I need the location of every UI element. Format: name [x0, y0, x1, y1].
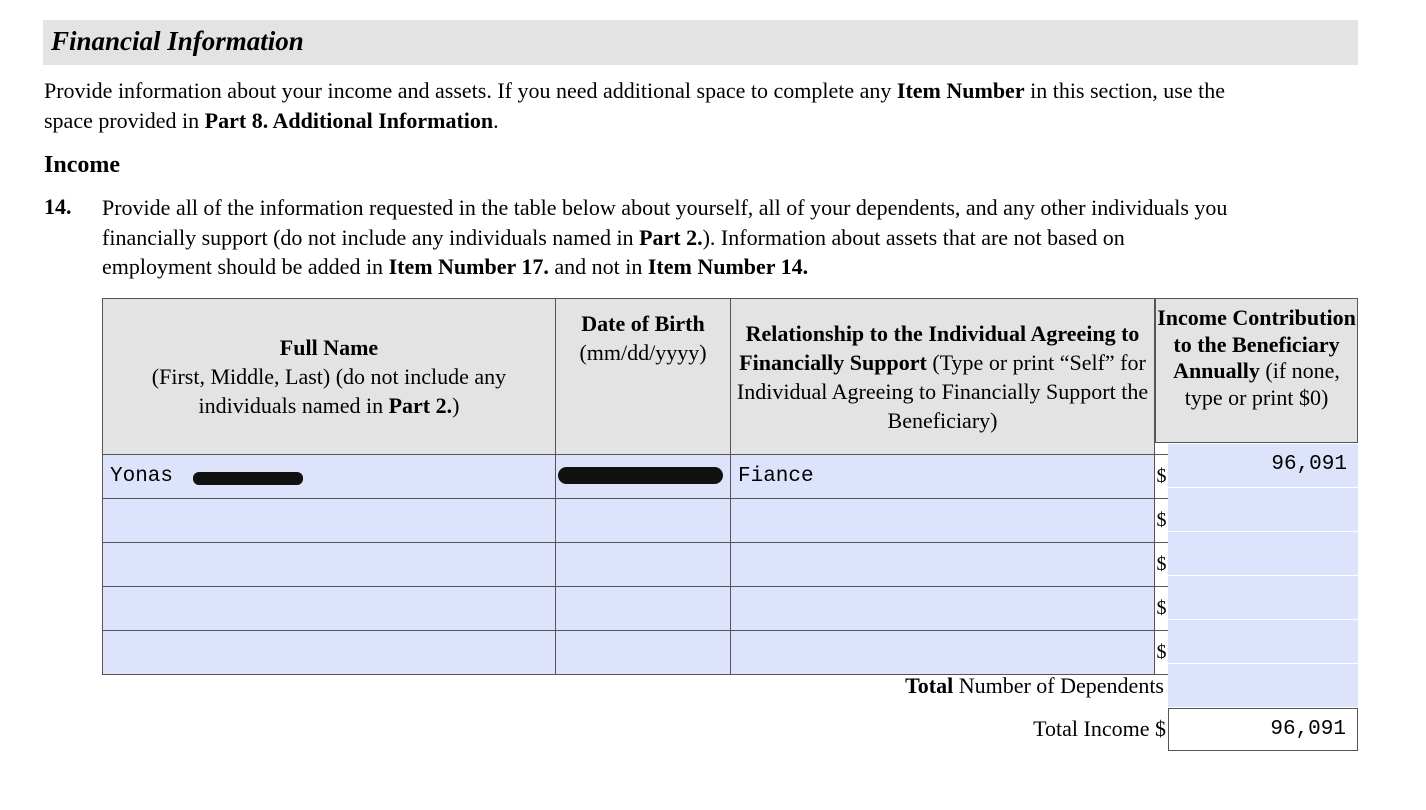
intro-paragraph — [44, 76, 1225, 136]
dob-field[interactable] — [556, 631, 731, 675]
dob-field[interactable] — [556, 587, 731, 631]
total-dependents-label — [905, 673, 1164, 699]
table-header-row — [103, 299, 1169, 455]
intro-text: . — [493, 108, 499, 133]
table-row — [103, 543, 1169, 587]
income-value: 96,091 — [1271, 453, 1347, 476]
relationship-field[interactable] — [731, 543, 1155, 587]
dob-field[interactable] — [556, 543, 731, 587]
item-number: 14. — [44, 194, 72, 219]
section-title: Financial Information — [51, 26, 304, 56]
name-field[interactable] — [103, 543, 556, 587]
dollar-sign: $ — [1155, 543, 1169, 587]
intro-text: in this section, use the — [1024, 78, 1226, 103]
table-row — [103, 455, 1169, 499]
income-field[interactable] — [1168, 620, 1358, 664]
intro-text: Provide information about your income and assets. If you need additional space to complete any — [44, 78, 897, 103]
dob-field[interactable] — [556, 455, 731, 499]
redaction-mark — [558, 467, 723, 484]
table-row — [103, 631, 1169, 675]
relationship-field[interactable] — [731, 631, 1155, 675]
income-table — [102, 298, 1169, 675]
item-14-text: financially support (do not include any individuals named in — [102, 224, 640, 250]
dollar-sign: $ — [1155, 587, 1169, 631]
item-14-bold: Item Number 17. — [388, 254, 549, 279]
header-relationship — [731, 299, 1155, 455]
item-14-text: employment should be added in — [102, 254, 389, 279]
header-full-name — [103, 299, 556, 455]
total-income-value: 96,091 — [1270, 718, 1346, 741]
relationship-value: Fiance — [738, 465, 814, 488]
intro-bold: Part 8. Additional Information — [204, 108, 494, 133]
name-field[interactable] — [103, 455, 556, 499]
name-field[interactable] — [103, 499, 556, 543]
table-row — [103, 499, 1169, 543]
dollar-sign: $ — [1155, 631, 1169, 675]
header-rel-bold: Relationship to the Individual Agreeing to Financially Support — [739, 320, 1140, 375]
header-income-sub: (if none, type or print $0) — [1184, 358, 1340, 410]
header-name-sub: (First, Middle, Last) (do not include any individuals named in — [151, 364, 507, 418]
header-name-end: ) — [452, 393, 460, 418]
total-bold: Total — [905, 673, 954, 698]
name-field[interactable] — [103, 631, 556, 675]
redaction-mark — [193, 472, 303, 485]
header-dob-sub: (mm/dd/yyyy) — [579, 340, 707, 365]
total-income-field[interactable] — [1168, 708, 1358, 751]
section-header — [43, 20, 1358, 65]
header-income-contribution — [1155, 298, 1358, 443]
total-dependents-text: Number of Dependents — [953, 673, 1164, 698]
header-rel-sub: (Type or print “Self” for Individual Agreeing to Financially Support the Beneficiary) — [736, 349, 1149, 433]
item-14-bold: Part 2. — [639, 224, 703, 250]
name-value: Yonas — [110, 465, 174, 488]
item-14-bold: Item Number 14. — [647, 254, 809, 279]
income-field[interactable] — [1168, 444, 1358, 488]
item-14-text: and not in — [548, 254, 648, 279]
header-name-bold: Full Name — [279, 335, 379, 360]
dob-field[interactable] — [556, 499, 731, 543]
relationship-field[interactable] — [731, 455, 1155, 499]
income-field[interactable] — [1168, 576, 1358, 620]
header-name-part: Part 2. — [388, 393, 453, 418]
intro-text: space provided in — [44, 108, 205, 133]
header-dob-bold: Date of Birth — [581, 311, 705, 336]
item-14-text: ). Information about assets that are not based on — [702, 224, 1125, 250]
relationship-field[interactable] — [731, 499, 1155, 543]
intro-bold: Item Number — [896, 78, 1025, 103]
dollar-sign: $ — [1155, 455, 1169, 499]
dollar-sign: $ — [1155, 499, 1169, 543]
header-income-bold: Income Contribution to the Beneficiary Annually — [1157, 305, 1356, 383]
total-income-label: Total Income $ — [1033, 716, 1166, 741]
table-row — [103, 587, 1169, 631]
income-field[interactable] — [1168, 532, 1358, 576]
relationship-field[interactable] — [731, 587, 1155, 631]
item-14-line: Provide all of the information requested in the table below about yourself, all of your dependents, and any other individuals you — [102, 195, 1228, 220]
name-field[interactable] — [103, 587, 556, 631]
item-14-instructions — [102, 193, 1227, 282]
income-field[interactable] — [1168, 488, 1358, 532]
header-date-of-birth — [556, 299, 731, 455]
total-dependents-field[interactable] — [1168, 664, 1358, 707]
income-heading: Income — [44, 152, 120, 178]
